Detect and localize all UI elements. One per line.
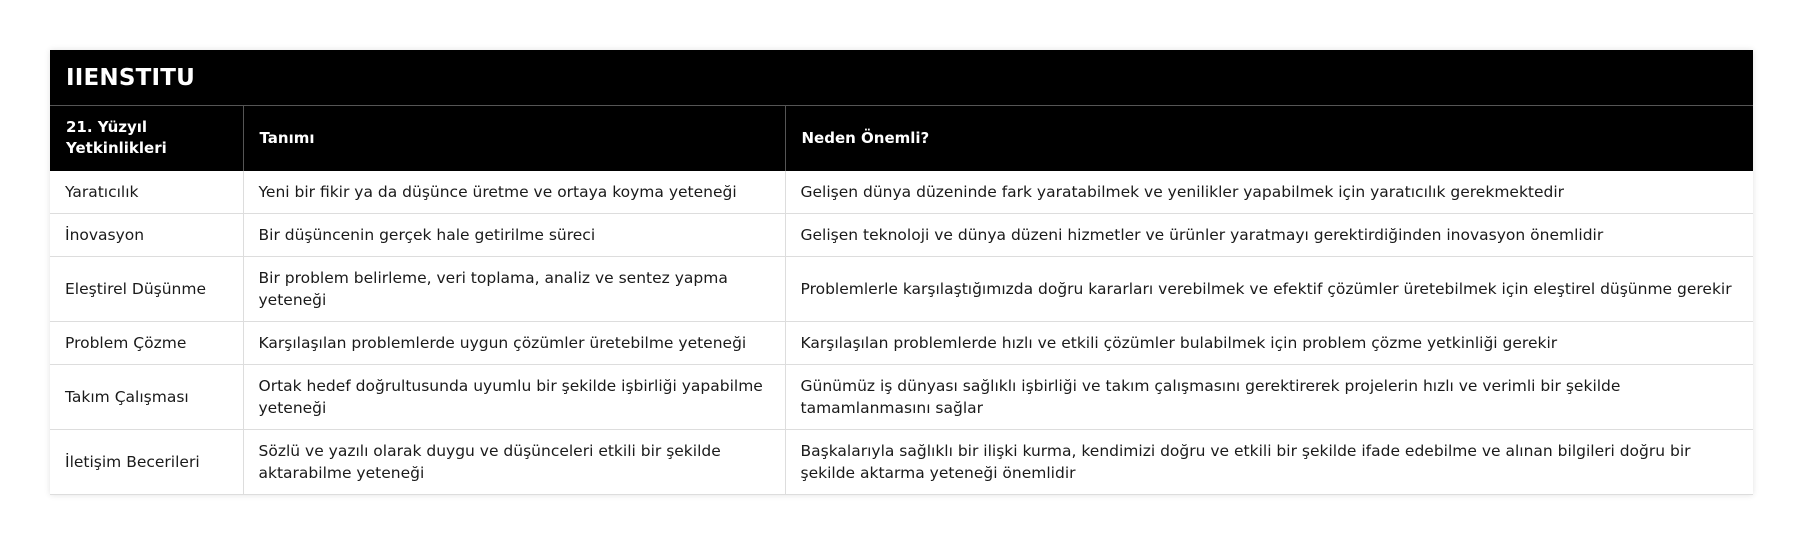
skill-cell: Takım Çalışması	[50, 365, 243, 430]
definition-cell: Sözlü ve yazılı olarak duygu ve düşünceleri etkili bir şekilde aktarabilme yeteneği	[243, 430, 785, 495]
table-row	[50, 430, 1753, 495]
definition-cell: Karşılaşılan problemlerde uygun çözümler üretebilme yeteneği	[243, 322, 785, 365]
skills-table	[50, 105, 1753, 495]
skill-cell: Eleştirel Düşünme	[50, 257, 243, 322]
importance-cell: Problemlerle karşılaştığımızda doğru kararları verebilmek ve efektif çözümler üretebilmek için eleştirel düşünme gerekir	[785, 257, 1753, 322]
skill-cell: İnovasyon	[50, 214, 243, 257]
importance-cell: Karşılaşılan problemlerde hızlı ve etkili çözümler bulabilmek için problem çözme yetkinliği gerekir	[785, 322, 1753, 365]
skills-table-card	[50, 50, 1753, 495]
definition-cell: Bir düşüncenin gerçek hale getirilme süreci	[243, 214, 785, 257]
importance-cell: Gelişen dünya düzeninde fark yaratabilmek ve yenilikler yapabilmek için yaratıcılık gerekmektedir	[785, 171, 1753, 214]
table-row	[50, 171, 1753, 214]
column-header-importance: Neden Önemli?	[785, 106, 1753, 171]
definition-cell: Bir problem belirleme, veri toplama, analiz ve sentez yapma yeteneği	[243, 257, 785, 322]
table-header-row	[50, 106, 1753, 171]
column-header-definition: Tanımı	[243, 106, 785, 171]
skill-cell: İletişim Becerileri	[50, 430, 243, 495]
importance-cell: Başkalarıyla sağlıklı bir ilişki kurma, kendimizi doğru ve etkili bir şekilde ifade edebilme ve alınan bilgileri doğru bir şekilde aktarma yeteneği önemlidir	[785, 430, 1753, 495]
definition-cell: Ortak hedef doğrultusunda uyumlu bir şekilde işbirliği yapabilme yeteneği	[243, 365, 785, 430]
brand-title: IIENSTITU	[50, 50, 1753, 105]
column-header-skill: 21. Yüzyıl Yetkinlikleri	[50, 106, 243, 171]
importance-cell: Gelişen teknoloji ve dünya düzeni hizmetler ve ürünler yaratmayı gerektirdiğinden inovasyon önemlidir	[785, 214, 1753, 257]
definition-cell: Yeni bir fikir ya da düşünce üretme ve ortaya koyma yeteneği	[243, 171, 785, 214]
table-row	[50, 322, 1753, 365]
skill-cell: Yaratıcılık	[50, 171, 243, 214]
table-row	[50, 214, 1753, 257]
table-row	[50, 257, 1753, 322]
skill-cell: Problem Çözme	[50, 322, 243, 365]
importance-cell: Günümüz iş dünyası sağlıklı işbirliği ve takım çalışmasını gerektirerek projelerin hızlı ve verimli bir şekilde tamamlanmasını sağlar	[785, 365, 1753, 430]
table-row	[50, 365, 1753, 430]
